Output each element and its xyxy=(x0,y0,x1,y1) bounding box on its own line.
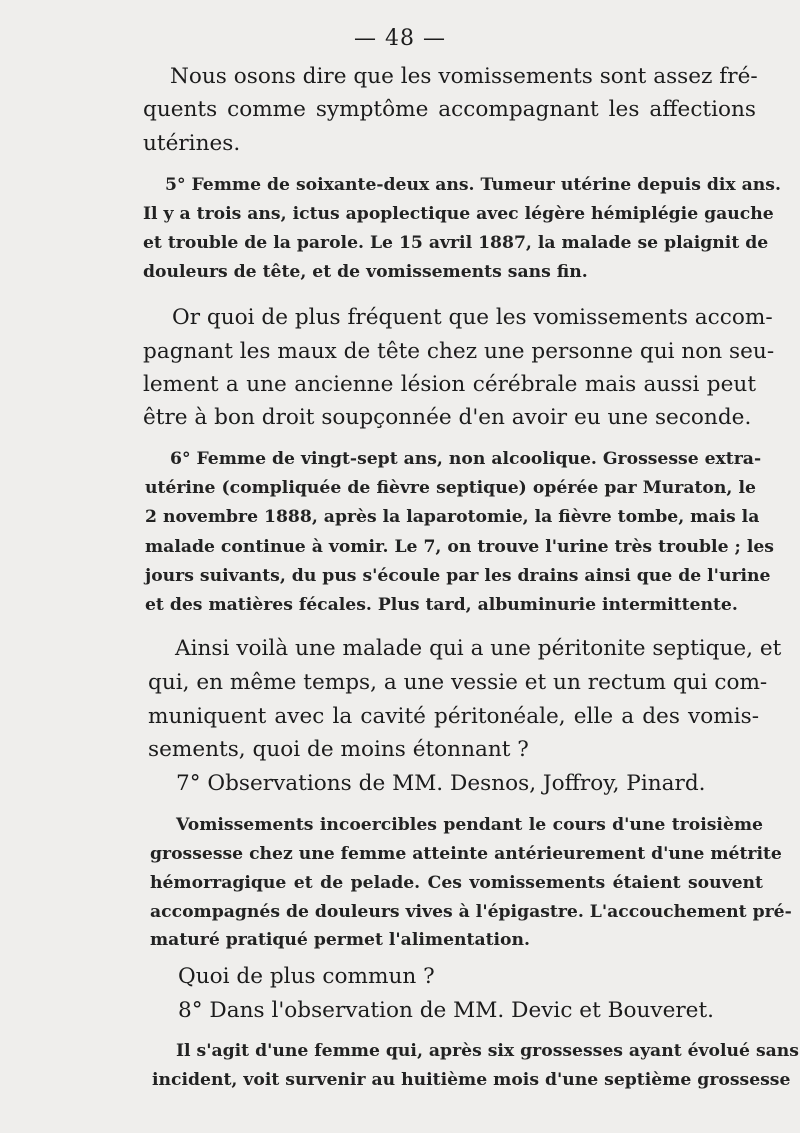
text-line: Nous osons dire que les vomissements sont assez fré- xyxy=(170,64,758,89)
text-line: jours suivants, du pus s'écoule par les drains ainsi que de l'urine xyxy=(145,566,771,586)
text-line: grossesse chez une femme atteinte antérieurement d'une métrite xyxy=(150,844,782,864)
text-line: hémorragique et de pelade. Ces vomissements étaient souvent xyxy=(150,873,763,893)
text-line: Or quoi de plus fréquent que les vomissements accom- xyxy=(172,305,773,330)
text-line: pagnant les maux de tête chez une personne qui non seu- xyxy=(143,339,775,364)
text-line: utérine (compliquée de fièvre septique) opérée par Muraton, le xyxy=(145,478,756,498)
text-line: malade continue à vomir. Le 7, on trouve l'urine très trouble ; les xyxy=(145,537,774,557)
text-line: Il s'agit d'une femme qui, après six grossesses ayant évolué sans xyxy=(176,1041,799,1061)
text-line: Quoi de plus commun ? xyxy=(178,964,435,989)
text-line: sements, quoi de moins étonnant ? xyxy=(148,737,529,762)
text-line: 6° Femme de vingt-sept ans, non alcoolique. Grossesse extra- xyxy=(170,449,762,469)
text-line: qui, en même temps, a une vessie et un rectum qui com- xyxy=(148,670,768,695)
text-line: et des matières fécales. Plus tard, albuminurie intermittente. xyxy=(145,595,738,615)
text-line: Ainsi voilà une malade qui a une péritonite septique, et xyxy=(175,636,782,661)
text-line: maturé pratiqué permet l'alimentation. xyxy=(150,930,530,950)
text-line: douleurs de tête, et de vomissements sans fin. xyxy=(143,262,588,282)
text-line: être à bon droit soupçonnée d'en avoir eu une seconde. xyxy=(143,405,752,430)
text-line: incident, voit survenir au huitième mois d'une septième grossesse xyxy=(152,1070,791,1090)
text-line: Vomissements incoercibles pendant le cours d'une troisième xyxy=(176,815,763,835)
text-line: lement a une ancienne lésion cérébrale mais aussi peut xyxy=(143,372,756,397)
text-line: 7° Observations de MM. Desnos, Joffroy, Pinard. xyxy=(176,771,706,796)
text-line: quents comme symptôme accompagnant les affections xyxy=(143,97,756,122)
text-line: et trouble de la parole. Le 15 avril 1887, la malade se plaignit de xyxy=(143,233,769,253)
text-line: 8° Dans l'observation de MM. Devic et Bouveret. xyxy=(178,998,715,1023)
text-line: utérines. xyxy=(143,131,241,156)
page-number: — 48 — xyxy=(354,26,446,51)
text-line: muniquent avec la cavité péritonéale, elle a des vomis- xyxy=(148,704,759,729)
text-line: 2 novembre 1888, après la laparotomie, la fièvre tombe, mais la xyxy=(145,507,760,527)
text-line: Il y a trois ans, ictus apoplectique avec légère hémiplégie gauche xyxy=(143,204,774,224)
text-line: accompagnés de douleurs vives à l'épigastre. L'accouchement pré- xyxy=(150,902,792,922)
text-line: 5° Femme de soixante-deux ans. Tumeur utérine depuis dix ans. xyxy=(165,175,781,195)
